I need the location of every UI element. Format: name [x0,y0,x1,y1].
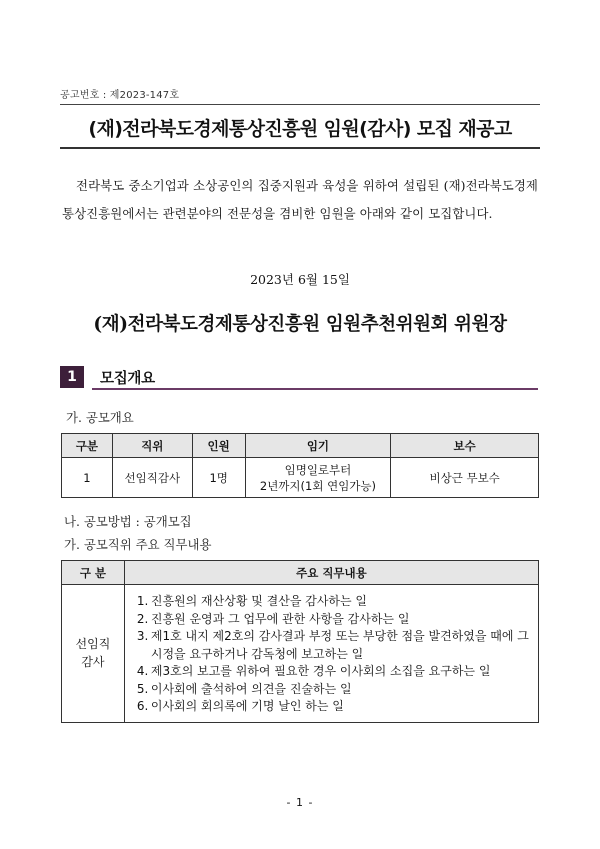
item-text: 제3호의 보고를 위하여 필요한 경우 이사회의 소집을 요구하는 일 [150,664,491,678]
document-title: (재)전라북도경제통상진흥원 임원(감사) 모집 재공고 [88,118,512,140]
table-header-row [62,434,539,458]
top-divider [60,104,540,105]
cell-count: 1명 [192,458,245,498]
table-row [62,585,539,723]
subsection-duties: 가. 공모직위 주요 직무내용 [64,537,212,552]
list-item [137,681,532,699]
header-cell: 직위 [112,434,192,458]
role-cell [62,585,125,723]
item-number: 4. [136,664,149,678]
item-number: 2. [136,611,149,626]
item-number: 6. [136,699,149,713]
header-cell: 구 분 [62,561,125,585]
header-cell: 보수 [391,434,539,458]
role-line-2: 감사 [81,655,105,670]
list-item [137,593,532,611]
notice-number: 공고번호 : 제2023-147호 [60,90,180,101]
section-number-badge: 1 [60,366,84,388]
announcement-date: 2023년 6월 15일 [250,272,350,287]
header-cell: 임기 [245,434,391,458]
cell-term [245,458,391,498]
list-item [137,628,532,663]
header-cell: 구분 [62,434,113,458]
item-text: 이사회에 출석하여 의견을 진술하는 일 [150,681,352,696]
section-underline [92,388,538,390]
item-number: 5. [136,681,149,696]
term-line-2: 2년까지(1회 연임가능) [259,478,377,493]
item-text: 진흥원 운영과 그 업무에 관한 사항을 감사하는 일 [150,611,410,626]
cell-pay: 비상근 무보수 [391,458,539,498]
item-text: 이사회의 회의록에 기명 날인 하는 일 [150,699,344,713]
intro-paragraph: 전라북도 중소기업과 소상공인의 집중지원과 육성을 위하여 설립된 (재)전라북도경제통상진흥원에서는 관련분야의 전문성을 겸비한 임원을 아래와 같이 모집합니다. [62,178,538,221]
duties-list [124,585,538,723]
item-number: 1. [136,594,149,608]
title-divider [60,147,540,149]
item-text: 제1호 내지 제2호의 감사결과 부정 또는 부당한 점을 발견하였을 때에 그 시정을 요구하거나 감독청에 보고하는 일 [150,629,529,661]
list-item [137,611,532,629]
overview-table [61,433,539,498]
cell-position: 선임직감사 [112,458,192,498]
page-number: - 1 - [286,796,314,809]
subsection-overview: 가. 공모개요 [66,410,134,425]
section-title: 모집개요 [100,371,155,387]
term-line-1: 임명일로부터 [284,462,352,477]
item-number: 3. [136,629,149,643]
table-row [62,458,539,498]
header-cell: 주요 직무내용 [124,561,538,585]
item-text: 진흥원의 재산상황 및 결산을 감사하는 일 [150,594,368,608]
list-item [137,698,532,716]
list-item [137,663,532,681]
subsection-method: 나. 공모방법 : 공개모집 [64,514,192,529]
cell-no: 1 [62,458,113,498]
issuer-name: (재)전라북도경제통상진흥원 임원추천위원회 위원장 [93,314,507,335]
header-cell: 인원 [192,434,245,458]
table-header-row [62,561,539,585]
duties-table [61,560,539,723]
role-line-1: 선임직 [75,637,111,652]
